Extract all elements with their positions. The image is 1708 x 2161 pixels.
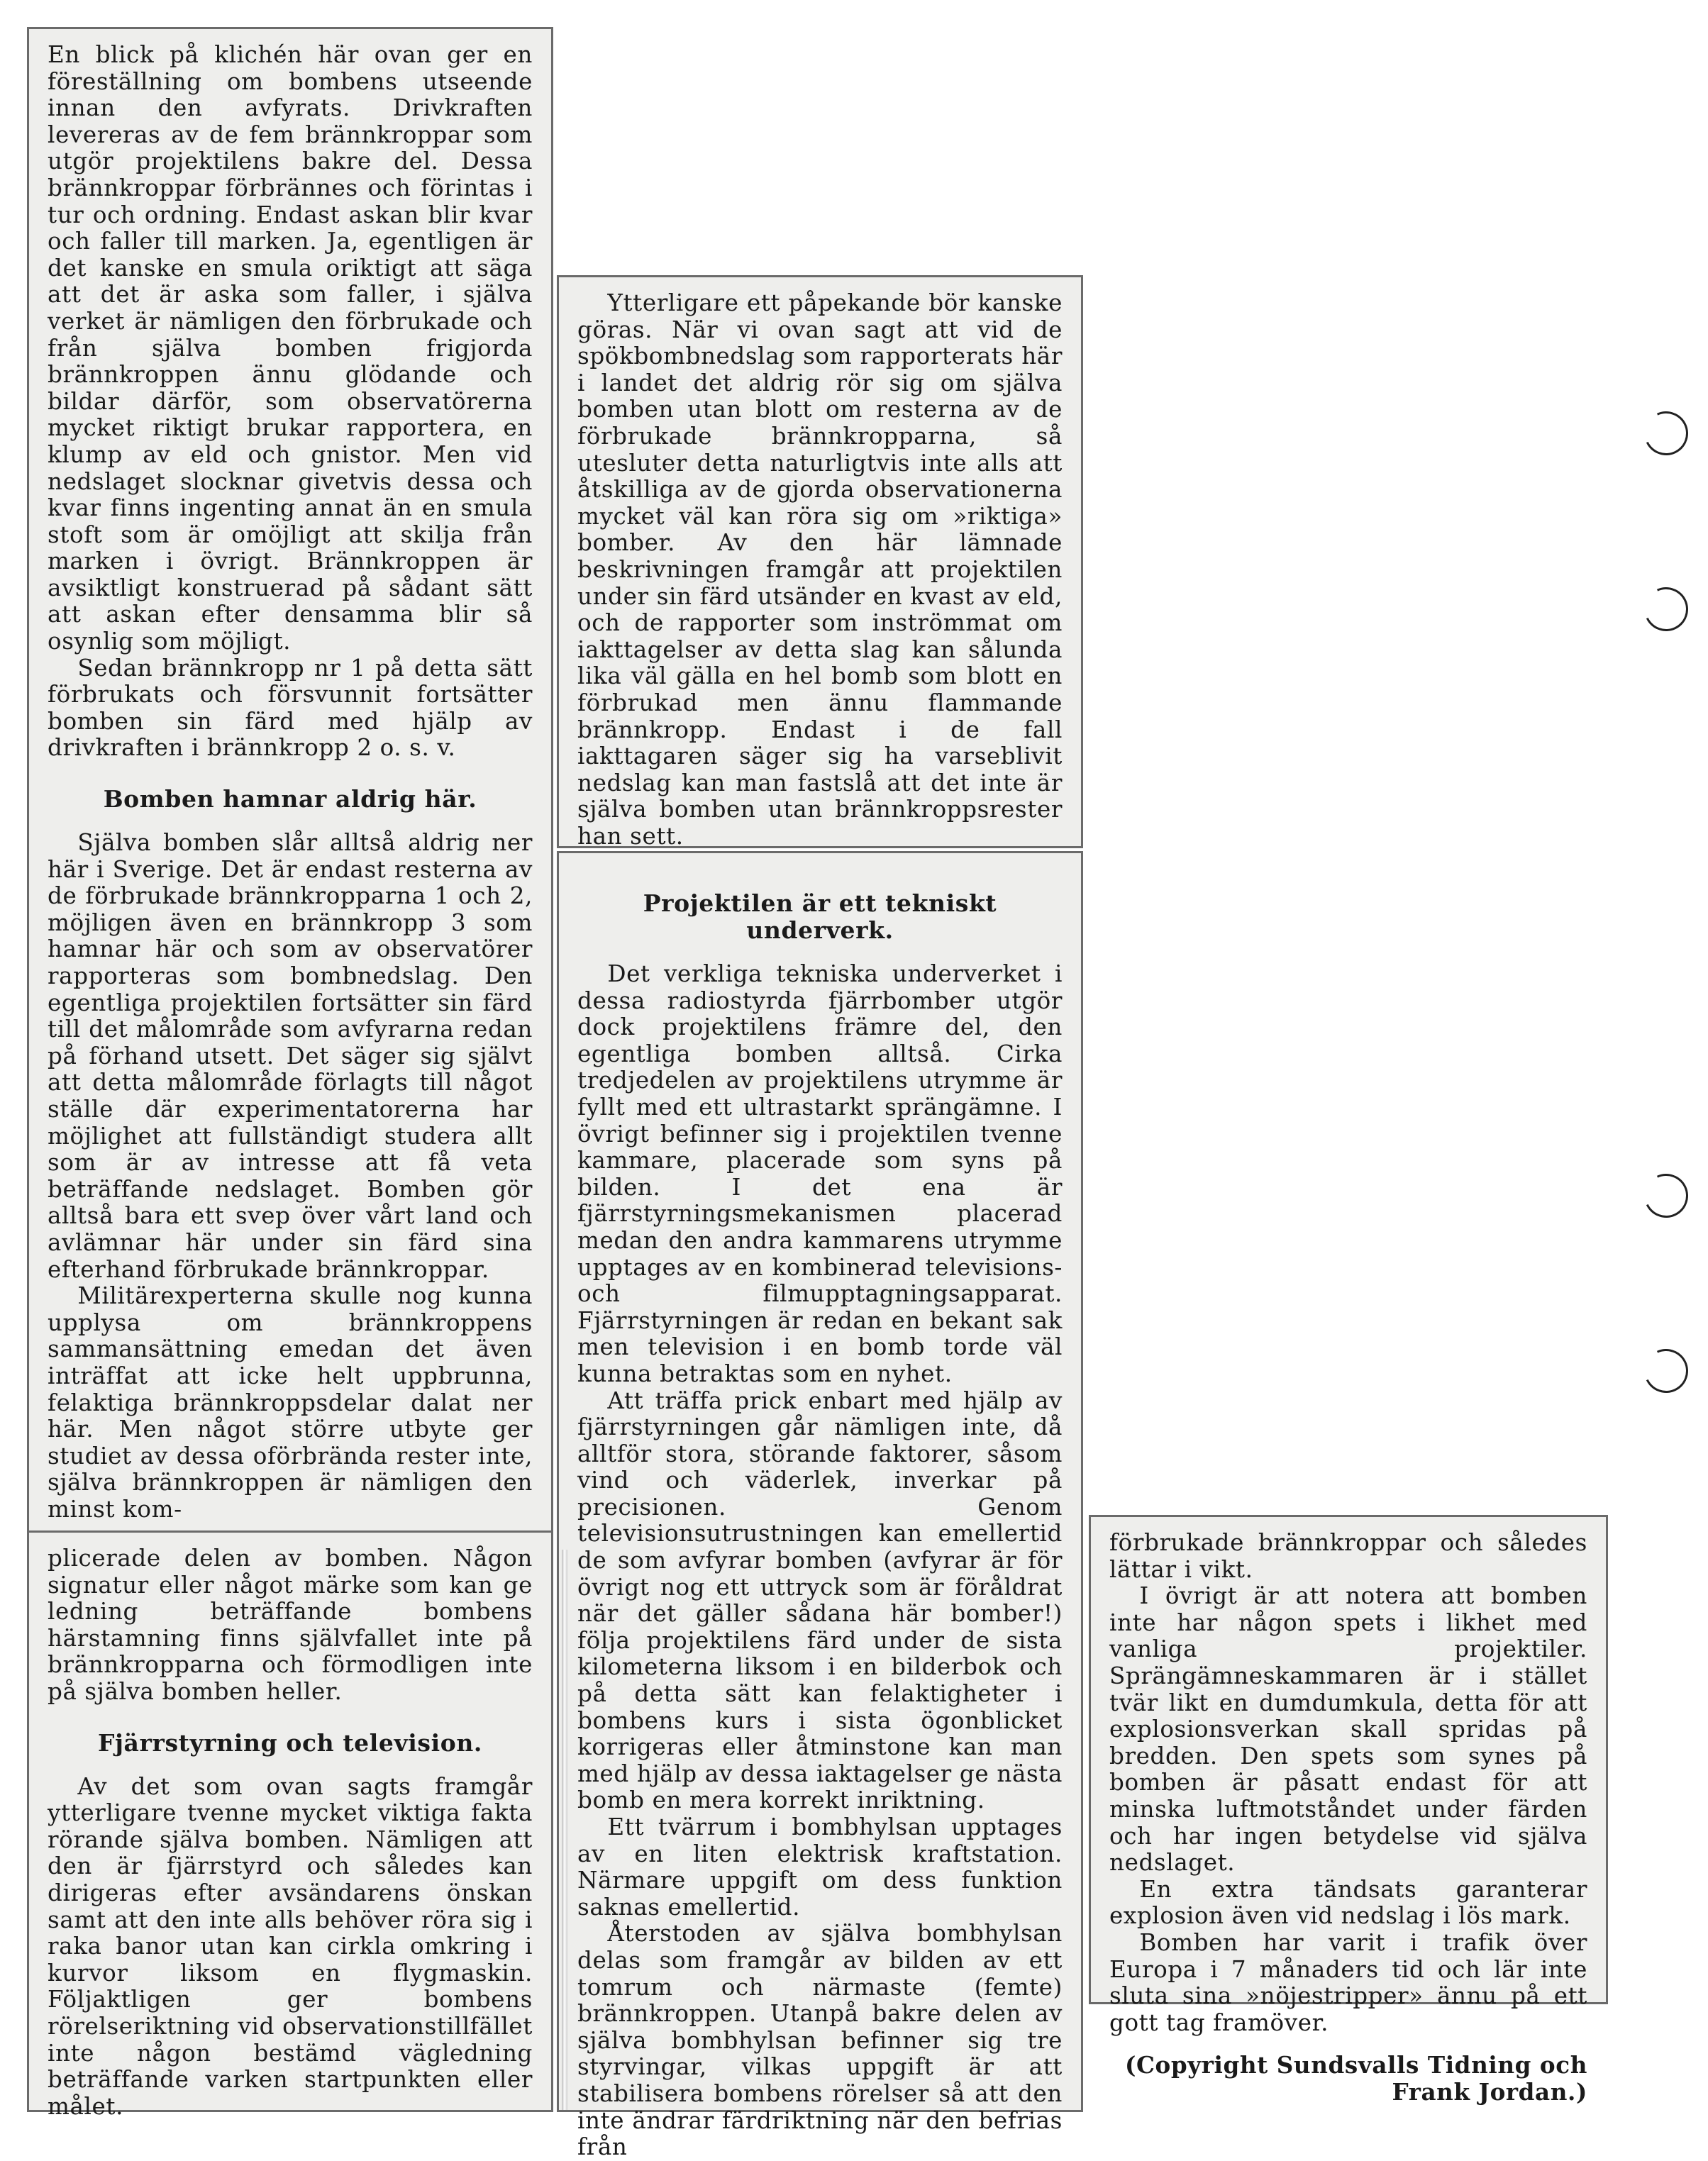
paragraph: En blick på klichén här ovan ger en föreställning om bombens utseende innan den avfyrats. Drivkraften levereras av de fem brännkroppar som utgör projektilens bakre del. Dessa brännkroppar förbrännes och förintas i tur och ordning. Endast askan blir kvar och faller till marken. Ja, egentligen är det kanske en smula oriktigt att säga att det är aska som faller, i själva verket är nämligen den förbrukade och från själva bomben frigjorda brännkroppen ännu glödande och bildar därför, som observatörerna mycket riktigt brukar rapportera, en klump av eld och gnistor. Men vid nedslaget slocknar givetvis dessa och kvar finns ingenting annat än en smula stoft som är omöjligt att skilja från marken i övrigt. Brännkroppen är avsiktligt konstruerad på sådant sätt att askan efter densamma blir så osynlig som möjligt.	[48, 41, 533, 655]
punch-hole-icon	[1638, 405, 1694, 461]
clipping-col3	[1089, 1515, 1608, 2106]
paragraph: Det verkliga tekniska underverket i dessa radiostyrda fjärrbomber utgör dock projektilens främre del, den egentliga bomben alltså. Cirka tredjedelen av projektilens utrymme är fyllt med ett ultrastarkt sprängämne. I övrigt befinner sig i projektilen tvenne kammare, placerade som syns på bilden. I det ena är fjärrstyrningsmekanismen placerad medan den andra kammarens utrymme upptages av en kombinerad televisions- och filmupptagningsapparat. Fjärrstyrningen är redan en bekant sak men television i en bomb torde väl kunna betraktas som en nyhet.	[577, 960, 1063, 1387]
paragraph: Själva bomben slår alltså aldrig ner här i Sverige. Det är endast resterna av de förbrukade brännkropparna 1 och 2, möjligen även en brännkropp 3 som hamnar här och som av observatörer rapporteras som bombnedslag. Den egentliga projektilen fortsätter sin färd till det målområde som avfyrarna redan på förhand utsett. Det säger sig självt att detta målområde förlagts till något ställe där experimentatorerna har möjlighet att fullständigt studera allt som är av intresse att få veta beträffande nedslaget. Bomben gör alltså bara ett svep över vårt land och avlämnar här under sin färd sina efterhand förbrukade brännkroppar.	[48, 829, 533, 1283]
paragraph: Av det som ovan sagts framgår ytterligare tvenne mycket viktiga fakta rörande själva bomben. Nämligen att den är fjärrstyrd och således kan dirigeras efter avsändarens önskan samt att den inte alls behöver röra sig i raka banor utan kan cirkla omkring i kurvor liksom en flygmaskin. Följaktligen ger bombens rörelseriktning vid observationstillfället inte någon bestämd vägledning beträffande varken startpunkten eller målet.	[48, 1772, 533, 2120]
punch-hole-icon	[1638, 1167, 1694, 1223]
subheading-bomben: Bomben hamnar aldrig här.	[103, 785, 477, 813]
paragraph: förbrukade brännkroppar och således lättar i vikt.	[1109, 1529, 1587, 1583]
clipping-col2-top	[557, 275, 1083, 848]
clipping-col1-top	[27, 27, 553, 1565]
paragraph: Sedan brännkropp nr 1 på detta sätt förbrukats och försvunnit fortsätter bomben sin färd med hjälp av drivkraften i brännkropp 2 o. s. v.	[48, 654, 533, 762]
paper-fold	[562, 1550, 567, 2110]
paragraph: Bomben har varit i trafik över Europa i 7 månaders tid och lär inte sluta sina »nöjestripper» ännu på ett gott tag framöver.	[1109, 1928, 1587, 2036]
punch-hole-icon	[1638, 581, 1694, 637]
paragraph: En extra tändsats garanterar explosion även vid nedslag i lös mark.	[1109, 1875, 1587, 1930]
subheading-projektilen: Projektilen är ett tekniskt underverk.	[643, 889, 997, 944]
paragraph: Att träffa prick enbart med hjälp av fjärrstyrningen går nämligen inte, då alltför stora, störande faktorer, såsom vind och väderlek, inverkar på precisionen. Genom televisionsutrustningen kan emellertid de som avfyrar bomben (avfyrar är för övrigt nog ett uttryck som är föråldrat när det gäller sådana här bomber!) följa projektilens färd under de sista kilometerna liksom i en bilderbok och på detta sätt kan felaktigheter i bombens kurs i sista ögonblicket korrigeras eller åtminstone kan man med hjälp av dessa iaktagelser ge nästa bomb en mera korrekt inriktning.	[577, 1387, 1063, 1814]
subheading-fjarrstyrning: Fjärrstyrning och television.	[97, 1728, 483, 1757]
paragraph: Militärexperterna skulle nog kunna upplysa om brännkroppens sammansättning emedan det även inträffat att icke helt uppbrunna, felaktiga brännkroppsdelar dalat ner här. Men något större utbyte ger studiet av dessa oförbrända rester inte, själva brännkroppen är nämligen den minst kom-	[48, 1282, 533, 1523]
copyright: (Copyright Sundsvalls Tidning och Frank Jordan.)	[1125, 2051, 1587, 2106]
paragraph: I övrigt är att notera att bomben inte har någon spets i likhet med vanliga projektiler. Sprängämneskammaren är i stället tvär likt en dumdumkula, detta för att explosionsverkan skall spridas på bredden. Den spets som synes på bomben är påsatt endast för att minska luftmotståndet under färden och har ingen betydelse vid själva nedslaget.	[1109, 1582, 1587, 1877]
clipping-col1-bottom	[27, 1531, 553, 2120]
paragraph: plicerade delen av bomben. Någon signatur eller något märke som kan ge ledning beträffande bombens härstamning finns självfallet inte på brännkropparna och förmodligen inte på själva bomben heller.	[48, 1545, 533, 1705]
paragraph: Återstoden av själva bombhylsan delas som framgår av bilden av ett tomrum och närmaste (femte) brännkroppen. Utanpå bakre delen av själva bombhylsan befinner sig tre styrvingar, vilkas uppgift är att stabilisera bombens rörelser så att den inte ändrar färdriktning när den befrias från	[577, 1920, 1063, 2161]
clipping-col2-bottom	[557, 851, 1083, 2161]
punch-hole-icon	[1638, 1343, 1694, 1399]
paragraph: Ett tvärrum i bombhylsan upptages av en liten elektrisk kraftstation. Närmare uppgift om dess funktion saknas emellertid.	[577, 1813, 1063, 1921]
paragraph: Ytterligare ett påpekande bör kanske göras. När vi ovan sagt att vid de spökbombnedslag som rapporterats här i landet det aldrig rör sig om själva bomben utan blott om resterna av de förbrukade brännkropparna, så utesluter detta naturligtvis inte alls att åtskilliga av de gjorda observationerna mycket väl kan röra sig om »riktiga» bomber. Av den här lämnade beskrivningen framgår att projektilen under sin färd utsänder en kvast av eld, och de rapporter som inströmmat om iakttagelser av detta slag kan sålunda lika väl gälla en hel bomb som blott en förbrukad men ännu flammande brännkropp. Endast i de fall iakttagaren säger sig ha varseblivit nedslag kan man fastslå att det inte är själva bomben utan brännkroppsrester han sett.	[577, 289, 1063, 850]
